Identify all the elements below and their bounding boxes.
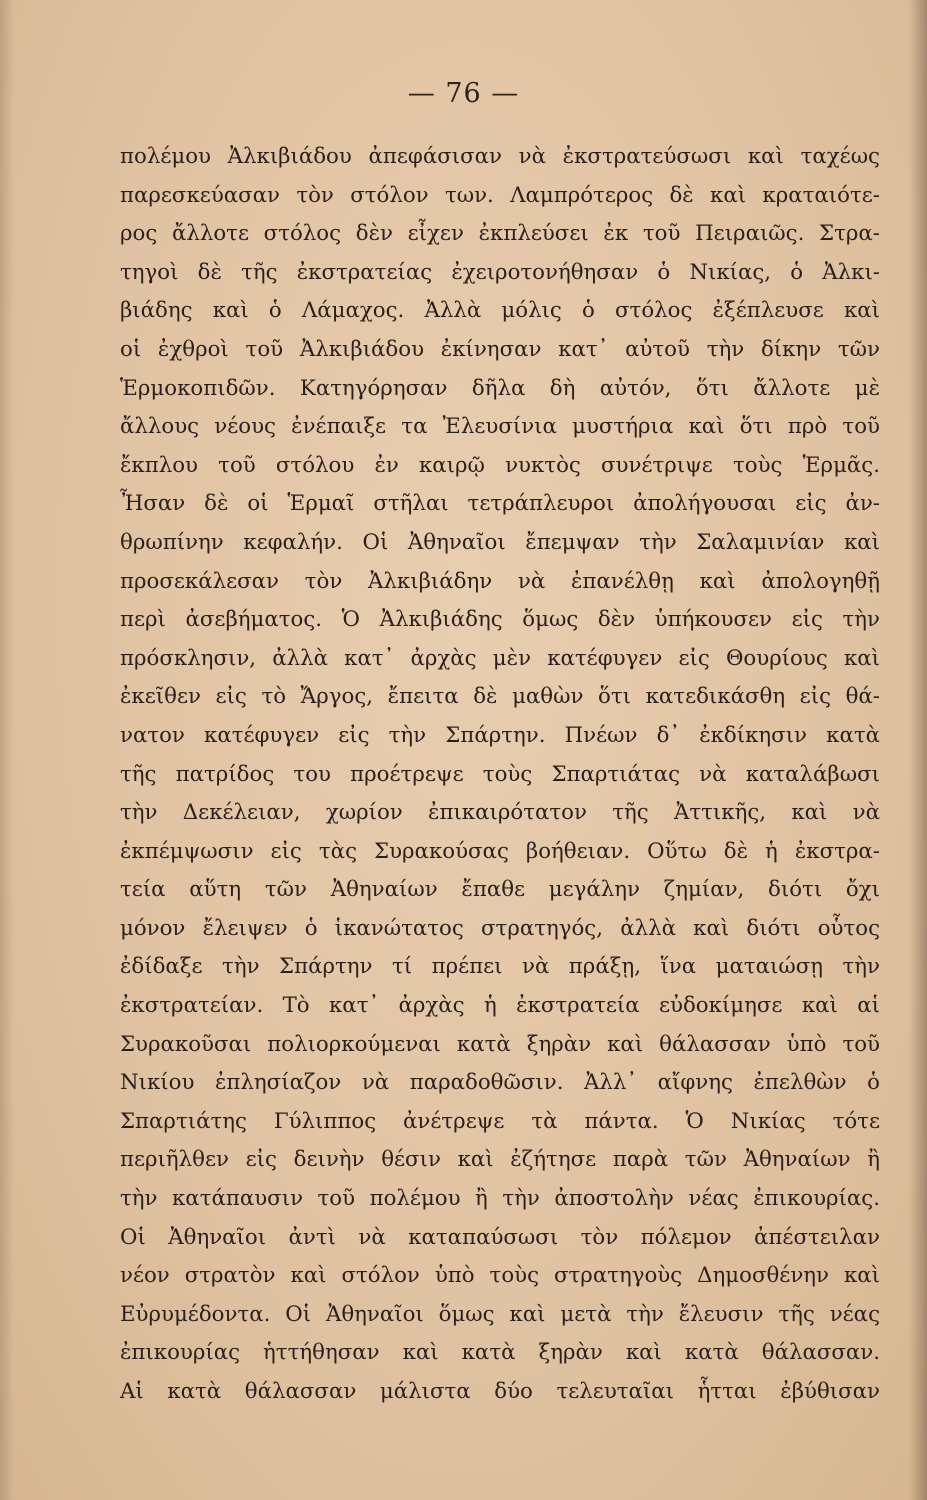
text-line: οἱ ἐχθροὶ τοῦ Ἀλκιβιάδου ἐκίνησαν κατ᾽ αὐτοῦ τὴν δίκην τῶν bbox=[120, 336, 880, 362]
text-line: νατον κατέφυγεν εἰς τὴν Σπάρτην. Πνέων δ᾽ ἐκδίκησιν κατὰ bbox=[120, 722, 880, 748]
page-shadow-right bbox=[909, 0, 927, 1500]
text-line: ἐκστρατείαν. Τὸ κατ᾽ ἀρχὰς ἡ ἐκστρατεία εὐδοκίμησε καὶ αἱ bbox=[120, 993, 880, 1019]
text-line: μόνον ἔλειψεν ὁ ἱκανώτατος στρατηγός, ἀλλὰ καὶ διότι οὗτος bbox=[120, 915, 880, 941]
text-line: Οἱ Ἀθηναῖοι ἀντὶ νὰ καταπαύσωσι τὸν πόλεμον ἀπέστειλαν bbox=[120, 1224, 880, 1250]
text-line: ρος ἄλλοτε στόλος δὲν εἶχεν ἐκπλεύσει ἐκ τοῦ Πειραιῶς. Στρα- bbox=[120, 221, 880, 247]
text-line: προσεκάλεσαν τὸν Ἀλκιβιάδην νὰ ἐπανέλθῃ καὶ ἀπολογηθῇ bbox=[120, 568, 880, 594]
text-line: ἔκπλου τοῦ στόλου ἐν καιρῷ νυκτὸς συνέτριψε τοὺς Ἑρμᾶς. bbox=[120, 452, 880, 478]
body-text bbox=[120, 138, 880, 1412]
text-line: Ἑρμοκοπιδῶν. Κατηγόρησαν δῆλα δὴ αὐτόν, ὅτι ἄλλοτε μὲ bbox=[120, 375, 880, 401]
text-line: ἄλλους νέους ἐνέπαιξε τα Ἐλευσίνια μυστήρια καὶ ὅτι πρὸ τοῦ bbox=[120, 414, 880, 440]
text-line: περὶ ἀσεβήματος. Ὁ Ἀλκιβιάδης ὅμως δὲν ὑπήκουσεν εἰς τὴν bbox=[120, 607, 880, 633]
text-line: πρόσκλησιν, ἀλλὰ κατ᾽ ἀρχὰς μὲν κατέφυγεν εἰς Θουρίους καὶ bbox=[120, 645, 880, 671]
text-line: τὴν κατάπαυσιν τοῦ πολέμου ἢ τὴν ἀποστολὴν νέας ἐπικουρίας. bbox=[120, 1186, 880, 1212]
text-line: παρεσκεύασαν τὸν στόλον των. Λαμπρότερος δὲ καὶ κραταιότε- bbox=[120, 182, 880, 208]
page-shadow-left bbox=[0, 0, 14, 1500]
text-line: ἐκεῖθεν εἰς τὸ Ἄργος, ἔπειτα δὲ μαθὼν ὅτι κατεδικάσθη εἰς θά- bbox=[120, 684, 880, 710]
text-line: περιῆλθεν εἰς δεινὴν θέσιν καὶ ἐζήτησε παρὰ τῶν Ἀθηναίων ἢ bbox=[120, 1147, 880, 1173]
text-line: πολέμου Ἀλκιβιάδου ἀπεφάσισαν νὰ ἐκστρατεύσωσι καὶ ταχέως bbox=[120, 144, 880, 169]
text-line: βιάδης καὶ ὁ Λάμαχος. Ἀλλὰ μόλις ὁ στόλος ἐξέπλευσε καὶ bbox=[120, 298, 880, 324]
text-line: τῆς πατρίδος του προέτρεψε τοὺς Σπαρτιάτας νὰ καταλάβωσι bbox=[120, 761, 880, 787]
text-line: Ἦσαν δὲ οἱ Ἑρμαῖ στῆλαι τετράπλευροι ἀπολήγουσαι εἰς ἀν- bbox=[120, 491, 880, 517]
text-line: ἐκπέμψωσιν εἰς τὰς Συρακούσας βοήθειαν. Οὕτω δὲ ἡ ἐκστρα- bbox=[120, 838, 880, 864]
text-line: Εὐρυμέδοντα. Οἱ Ἀθηναῖοι ὅμως καὶ μετὰ τὴν ἔλευσιν τῆς νέας bbox=[120, 1301, 880, 1327]
text-line: τεία αὕτη τῶν Ἀθηναίων ἔπαθε μεγάλην ζημίαν, διότι ὄχι bbox=[120, 877, 880, 903]
text-line: Νικίου ἐπλησίαζον νὰ παραδοθῶσιν. Ἀλλ᾽ αἴφνης ἐπελθὼν ὁ bbox=[120, 1070, 880, 1096]
text-line: Σπαρτιάτης Γύλιππος ἀνέτρεψε τὰ πάντα. Ὁ Νικίας τότε bbox=[120, 1108, 880, 1134]
text-line: Συρακοῦσαι πολιορκούμεναι κατὰ ξηρὰν καὶ θάλασσαν ὑπὸ τοῦ bbox=[120, 1031, 880, 1057]
text-line: ἐπικουρίας ἡττήθησαν καὶ κατὰ ξηρὰν καὶ κατὰ θάλασσαν. bbox=[120, 1340, 880, 1366]
text-line: Αἱ κατὰ θάλασσαν μάλιστα δύο τελευταῖαι ἧτται ἐβύθισαν bbox=[120, 1379, 880, 1404]
text-line: ἐδίδαξε τὴν Σπάρτην τί πρέπει νὰ πράξῃ, ἵνα ματαιώσῃ τὴν bbox=[120, 954, 880, 980]
text-line: νέον στρατὸν καὶ στόλον ὑπὸ τοὺς στρατηγοὺς Δημοσθένην καὶ bbox=[120, 1263, 880, 1289]
page-number: — 76 — bbox=[407, 78, 520, 109]
text-line: τηγοὶ δὲ τῆς ἐκστρατείας ἐχειροτονήθησαν ὁ Νικίας, ὁ Ἀλκι- bbox=[120, 259, 880, 285]
text-line: τὴν Δεκέλειαν, χωρίον ἐπικαιρότατον τῆς Ἀττικῆς, καὶ νὰ bbox=[120, 800, 880, 826]
text-line: θρωπίνην κεφαλήν. Οἱ Ἀθηναῖοι ἔπεμψαν τὴν Σαλαμινίαν καὶ bbox=[120, 529, 880, 555]
